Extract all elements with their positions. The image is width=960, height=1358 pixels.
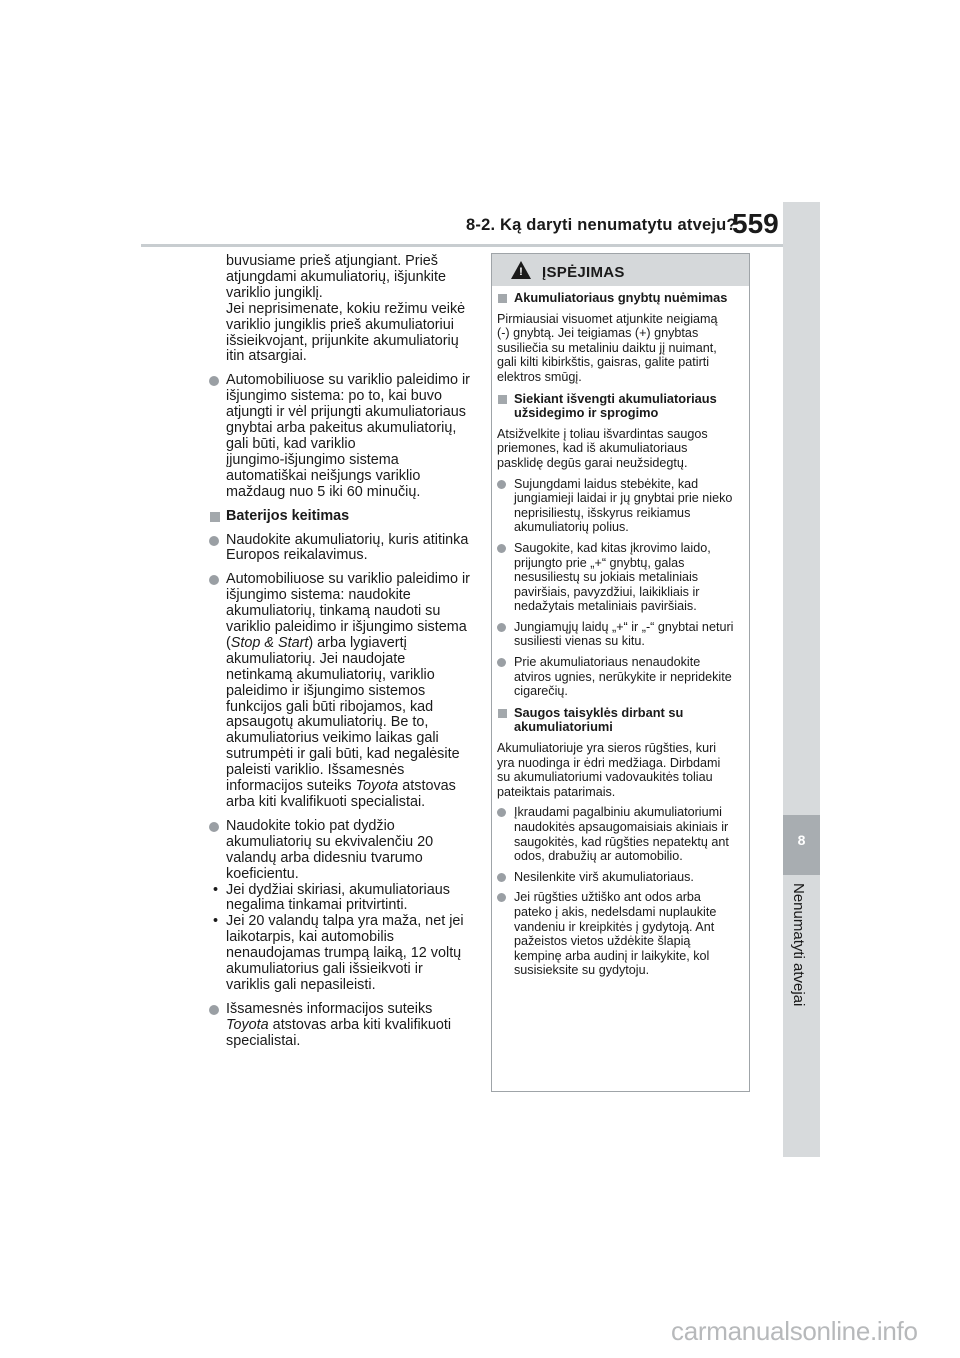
- text-line: vandeniu ir kreipkitės į gydytoją. Ant: [514, 919, 715, 934]
- bullet-icon: [209, 822, 219, 832]
- chapter-label: Nenumatyti atvejai: [790, 883, 807, 1007]
- text-line: pateko į akis, nedelsdami nuplaukite: [514, 904, 717, 919]
- section-title: 8-2. Ką daryti nenumatytu atveju?: [466, 216, 737, 234]
- text-line: susisieksite su gydytoju.: [514, 963, 650, 978]
- square-bullet-icon: [210, 512, 220, 522]
- bullet-icon: [497, 623, 506, 632]
- section-heading: [497, 706, 741, 735]
- text-line: paleisti variklio. Išsamesnės: [226, 762, 405, 779]
- text-line: akumuliatorių polius.: [514, 520, 629, 535]
- text-line: automatiškai neišjungs variklio: [226, 467, 421, 484]
- text-line: elektros smūgį.: [497, 369, 582, 384]
- text-line: Jei rūgšties užtiško ant odos arba: [514, 890, 701, 905]
- text-line: gali kilti kibirkštis, gaisras, galite patirti: [497, 355, 710, 370]
- text-line: atviros ugnies, nerūkykite ir nepridekite: [514, 669, 732, 684]
- text-line: Saugokite, kad kitas įkrovimo laido,: [514, 540, 711, 555]
- list-item: Išsamesnės informacijos suteiks Toyota atstovas arba kiti kvalifikuoti specialistai.: [209, 1002, 471, 1050]
- text-line: su akumuliatoriumi vadovaukitės toliau: [497, 770, 713, 785]
- text-line: neprisiliestų, išskyrus reikiamus: [514, 505, 691, 520]
- list-item: [209, 373, 471, 500]
- text-line: laikotarpis, kai automobilis: [226, 929, 394, 946]
- text-line: funkcijos gali būti ribojamos, kad: [226, 698, 434, 715]
- text-line: Saugos taisyklės dirbant su: [514, 704, 684, 720]
- text-line: pažeistos vietos uždėkite šlapią: [514, 934, 691, 949]
- text-line: Atsižvelkite į toliau išvardintas saugos: [497, 426, 708, 441]
- text-line: maždaug nuo 5 iki 60 minučių.: [226, 483, 421, 500]
- text-line: Jungiamųjų laidų „+“ ir „-“ gnybtai neturi: [514, 619, 734, 634]
- text-line: valandų arba didesniu tvarumo: [226, 849, 423, 866]
- text-line: variklio jungiklis prieš akumuliatoriui: [226, 316, 454, 333]
- bullet-icon: [497, 808, 506, 817]
- text-line: jungiamieji laidai ir jų gnybtai prie nieko: [514, 491, 733, 506]
- bullet-icon: [209, 1005, 219, 1015]
- text-line: Akumuliatoriuje yra sieros rūgšties, kuri: [497, 741, 717, 756]
- text-line: Jei dydžiai skiriasi, akumuliatoriaus: [226, 881, 450, 898]
- square-bullet-icon: [498, 294, 507, 303]
- text-line: akumuliatorius veikimo laikas gali: [226, 730, 439, 747]
- text-line: Automobiliuose su variklio paleidimo ir: [226, 571, 470, 588]
- text-line: akumuliatorių. Jei naudojate: [226, 650, 406, 667]
- section-heading: [497, 392, 741, 421]
- list-item: Automobiliuose su variklio paleidimo ir išjungimo sistema: naudokite akumuliatorių, tinkamą naudoti su variklio paleidimo ir išjungimo sistema (Stop & Start) arba lygiavertį akumuliatorių. Jei naudojate netinkamą akumuliatorių, variklio paleidimo ir išjungimo sistemos funkcijos gali būti ribojamos, kad apsaugotų akumuliatorių. Be to, akumuliatorius veikimo laikas gali sutrumpėti ir gali būti, kad negalėsite paleisti variklio. Išsamesnės informacijos suteiks Toyota atstovas arba kiti kvalifikuoti specialistai.: [209, 572, 471, 811]
- warning-title: ĮSPĖJIMAS: [542, 264, 625, 281]
- text-line: susiliečia su metaliniu daiktu jį nuimant,: [497, 340, 717, 355]
- text-line: Pirmiausiai visuomet atjunkite neigiamą: [497, 311, 718, 326]
- bullet-icon: [209, 376, 219, 386]
- square-bullet-icon: [498, 395, 507, 404]
- list-item: [497, 477, 741, 535]
- watermark-text: carmanualsonline.info: [671, 1316, 918, 1346]
- text-line: Siekiant išvengti akumuliatoriaus: [514, 390, 717, 406]
- text-line: yra nuodinga ir ėdri medžiaga. Dirbdami: [497, 755, 721, 770]
- list-item: [497, 805, 741, 863]
- text-line: naudokitės apsaugomaisiais akiniais ir: [514, 820, 729, 834]
- text-line: paleidimo ir išjungimo sistemos: [226, 682, 426, 699]
- text-line: akumuliatorių su ekvivalenčiu 20: [226, 833, 434, 850]
- intro-paragraph: [209, 254, 471, 365]
- bullet-icon: [209, 575, 219, 585]
- text-line: gnybtai arba pakeitus akumuliatorių,: [226, 420, 457, 437]
- text-line: koeficientu.: [226, 865, 299, 882]
- text-line: įjungimo-išjungimo sistema: [226, 451, 399, 468]
- text-line: (-) gnybtą. Jei teigiamas (+) gnybtas: [497, 326, 699, 341]
- bullet-icon: [497, 544, 506, 553]
- text-line: apsaugotų akumuliatorių. Be to,: [226, 714, 429, 731]
- warning-body: [497, 291, 741, 978]
- paragraph: [497, 427, 741, 471]
- list-item: [209, 819, 471, 883]
- paragraph: [497, 312, 741, 385]
- list-item: [497, 890, 741, 978]
- text-line: gali būti, kad variklio: [226, 435, 356, 452]
- text-line: variklio paleidimo ir išjungimo sistema: [226, 619, 467, 636]
- text-line: kempinę arba audinį ir laikykite, kol: [514, 948, 710, 963]
- text-line: išjungimo sistema: naudokite: [226, 587, 411, 604]
- text-line: pateiktais patarimais.: [497, 784, 616, 799]
- bullet-icon: [497, 658, 506, 667]
- sub-list: [209, 883, 471, 994]
- text-line: Jei 20 valandų talpa yra maža, net jei: [226, 913, 464, 930]
- text-line: išsieikvojant, prijunkite akumuliatorių: [226, 332, 459, 349]
- left-column: [209, 254, 471, 1050]
- text-line: atjungti ir vėl prijungti akumuliatoriaus: [226, 404, 466, 421]
- text-line: Nesilenkite virš akumuliatoriaus.: [514, 869, 694, 884]
- text-line: Europos reikalavimus.: [226, 547, 368, 564]
- paragraph: [497, 741, 741, 799]
- text-line: pasklidę degūs garai neužsidegtų.: [497, 455, 688, 470]
- text-line: nenaudojamas trumpą laiką, 12 voltų: [226, 945, 462, 962]
- text-line: Prie akumuliatoriaus nenaudokite: [514, 655, 701, 670]
- text-line: Sujungdami laidus stebėkite, kad: [514, 476, 699, 491]
- bullet-icon: [497, 873, 506, 882]
- text-line: Naudokite akumuliatorių, kuris atitinka: [226, 531, 469, 548]
- text-line: akumuliatorių, tinkamą naudoti su: [226, 603, 441, 620]
- text-line: Naudokite tokio pat dydžio: [226, 817, 395, 834]
- text-line: negalima tinkamai pritvirtinti.: [226, 897, 408, 914]
- text-line: nesusiliestų su jokiais metaliniais: [514, 570, 699, 585]
- sub-list-item: • Jei dydžiai skiriasi, akumuliatoriaus negalima tinkamai pritvirtinti.: [209, 883, 471, 915]
- section-heading: Baterijos keitimas: [209, 509, 471, 525]
- exclamation-icon: !: [519, 266, 523, 278]
- text-line: netinkamą akumuliatorių, variklio: [226, 666, 435, 683]
- list-item: [497, 870, 741, 885]
- text-line: priemones, kad iš akumuliatoriaus: [497, 441, 688, 456]
- square-bullet-icon: [498, 709, 507, 718]
- bullet-icon: [497, 480, 506, 489]
- text-line: prijungto prie „+“ gnybtų, galas: [514, 555, 685, 570]
- text-line: saugokitės, kad rūgšties nepatektų ant: [514, 834, 729, 849]
- text-line: akumuliatoriumi: [514, 719, 613, 735]
- bullet-icon: [209, 536, 219, 546]
- text-line: Automobiliuose su variklio paleidimo ir: [226, 372, 470, 389]
- text-line: Įkraudami pagalbiniu akumuliatoriumi: [514, 805, 722, 820]
- text-line: paviršiais, pavyzdžiui, laikikliais ir: [514, 584, 700, 599]
- page-number: 559: [732, 208, 779, 239]
- header-divider: [141, 244, 783, 247]
- text-line: odos, drabužių ar automobilio.: [514, 849, 683, 864]
- list-item: [497, 620, 741, 649]
- bullet-icon: [497, 893, 506, 902]
- list-item: [497, 541, 741, 614]
- text-line: variklio jungiklį.: [226, 284, 323, 301]
- text-line: nedažytais metaliniais paviršiais.: [514, 599, 697, 614]
- text-line: užsidegimo ir sprogimo: [514, 405, 659, 421]
- text-line: cigarečių.: [514, 684, 568, 699]
- text-line: sutrumpėti ir gali būti, kad negalėsite: [226, 746, 460, 763]
- text-line: Jei neprisimenate, kokiu režimu veikė: [226, 300, 466, 317]
- text-line: išjungimo sistema: po to, kai buvo: [226, 388, 442, 405]
- text-line: buvusiame prieš atjungiant. Prieš: [226, 253, 438, 269]
- text-line: itin atsargiai.: [226, 348, 307, 365]
- text-line: variklis gali nepasileisti.: [226, 976, 376, 993]
- text-line: atjungdami akumuliatorių, išjunkite: [226, 268, 446, 285]
- section-heading: Akumuliatoriaus gnybtų nuėmimas: [497, 291, 741, 306]
- list-item: [497, 655, 741, 699]
- chapter-number: 8: [797, 832, 806, 848]
- list-item: [209, 533, 471, 565]
- text-line: akumuliatorius gali išsieikvoti ir: [226, 961, 423, 978]
- text-line: susiliesti vienas su kitu.: [514, 634, 645, 649]
- sub-list-item: • Jei 20 valandų talpa yra maža, net jei laikotarpis, kai automobilis nenaudojamas trumpą laiką, 12 voltų akumuliatorius gali išsieikvoti ir variklis gali nepasileisti.: [209, 914, 471, 994]
- chapter-side-strip: [783, 202, 820, 1157]
